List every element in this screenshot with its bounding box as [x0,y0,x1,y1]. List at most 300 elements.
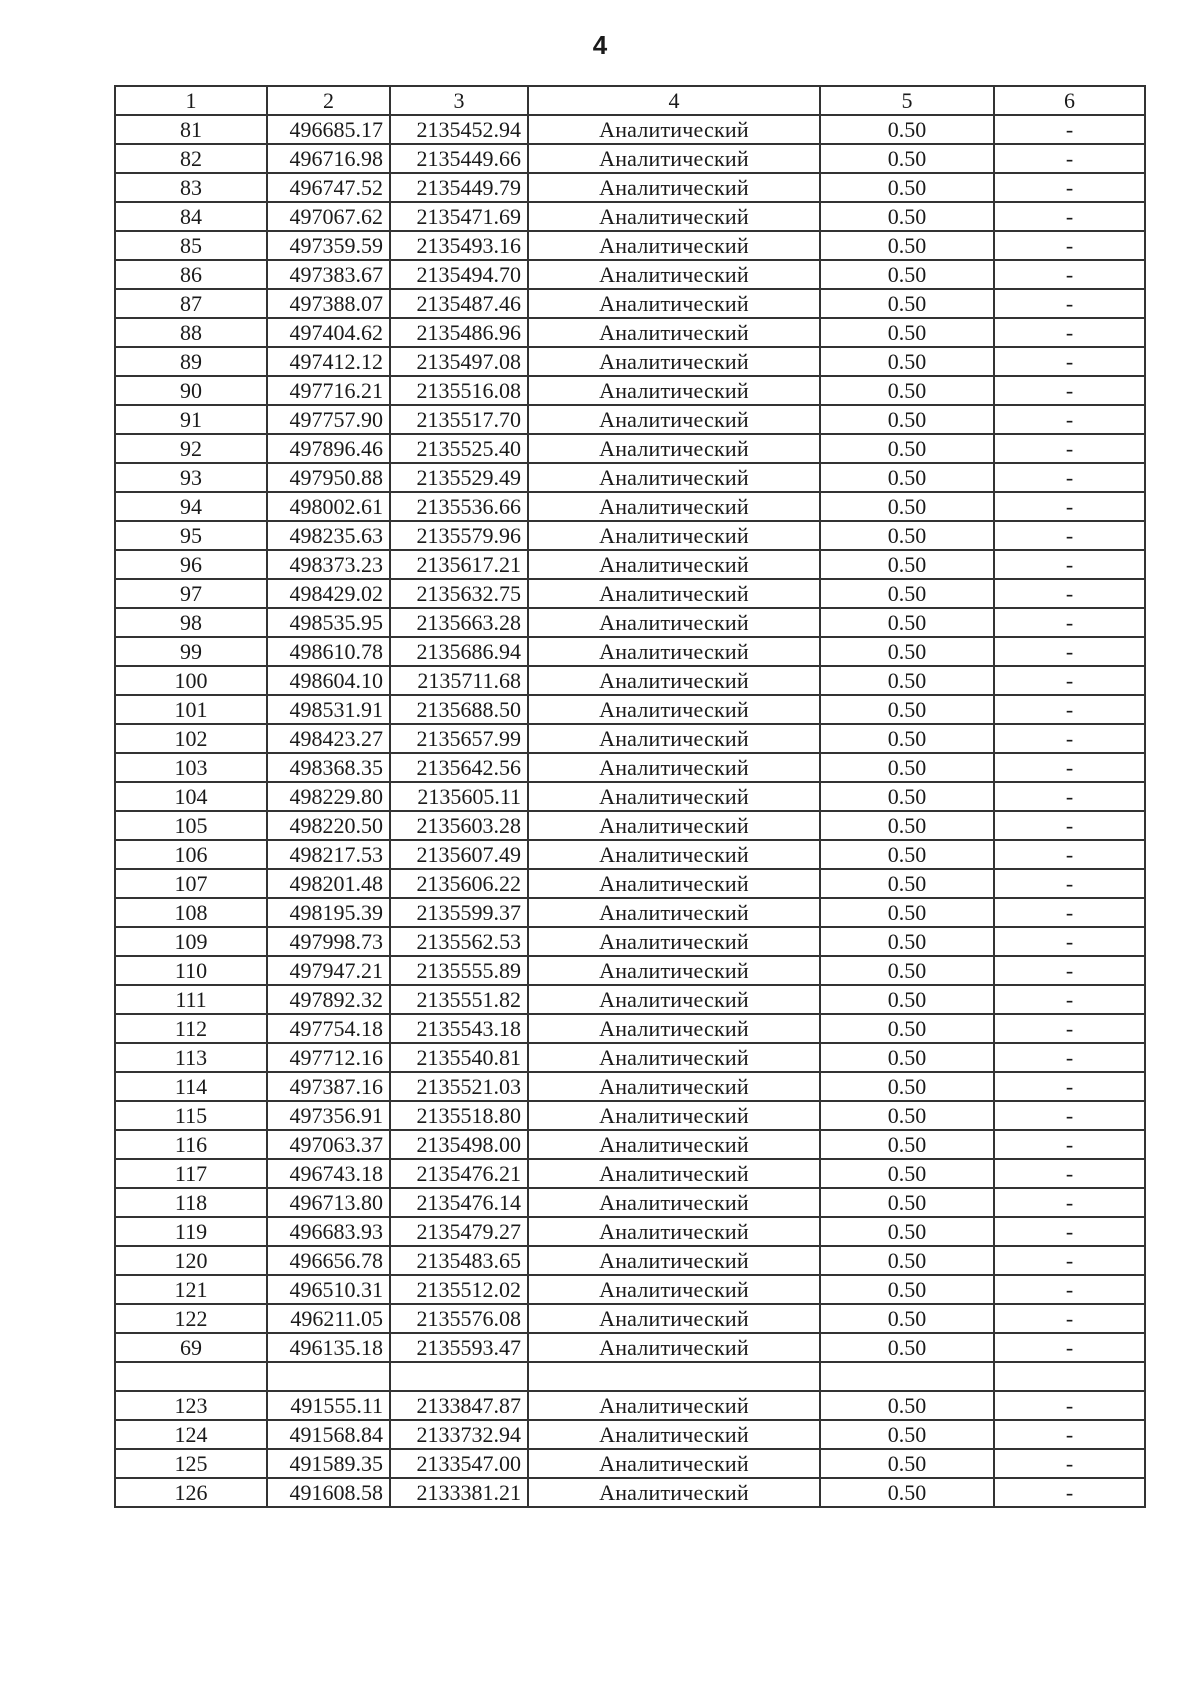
table-row [115,173,1145,202]
table-row [115,927,1145,956]
table-row [115,318,1145,347]
method-cell: Аналитический [528,405,820,434]
table-row [115,1101,1145,1130]
table-row [115,666,1145,695]
x-coordinate-cell: 491608.58 [267,1478,390,1507]
table-row [115,347,1145,376]
method-cell: Аналитический [528,1478,820,1507]
y-coordinate-cell: 2135449.79 [390,173,528,202]
accuracy-cell: 0.50 [820,376,994,405]
point-number-cell: 118 [115,1188,267,1217]
header-col-4: 4 [528,86,820,115]
x-coordinate-cell: 497067.62 [267,202,390,231]
method-cell: Аналитический [528,173,820,202]
y-coordinate-cell: 2135642.56 [390,753,528,782]
accuracy-cell: 0.50 [820,869,994,898]
table-row [115,1333,1145,1362]
table-row [115,1391,1145,1420]
note-cell: - [994,492,1145,521]
point-number-cell: 100 [115,666,267,695]
y-coordinate-cell: 2135540.81 [390,1043,528,1072]
table-row [115,1449,1145,1478]
method-cell: Аналитический [528,463,820,492]
table-row [115,463,1145,492]
note-cell: - [994,347,1145,376]
point-number-cell: 119 [115,1217,267,1246]
method-cell: Аналитический [528,1072,820,1101]
note-cell: - [994,898,1145,927]
method-cell: Аналитический [528,666,820,695]
method-cell: Аналитический [528,1101,820,1130]
table-row [115,840,1145,869]
y-coordinate-cell: 2135518.80 [390,1101,528,1130]
table-row [115,260,1145,289]
table-row [115,811,1145,840]
table-row [115,956,1145,985]
table-body [115,115,1145,1507]
table-header-row [115,86,1145,115]
point-number-cell: 85 [115,231,267,260]
method-cell: Аналитический [528,898,820,927]
accuracy-cell: 0.50 [820,405,994,434]
accuracy-cell: 0.50 [820,753,994,782]
table-row [115,231,1145,260]
x-coordinate-cell: 498535.95 [267,608,390,637]
accuracy-cell: 0.50 [820,1333,994,1362]
table-row [115,289,1145,318]
point-number-cell: 83 [115,173,267,202]
method-cell: Аналитический [528,1188,820,1217]
method-cell: Аналитический [528,637,820,666]
note-cell: - [994,782,1145,811]
accuracy-cell: 0.50 [820,521,994,550]
accuracy-cell: 0.50 [820,1275,994,1304]
note-cell: - [994,202,1145,231]
accuracy-cell: 0.50 [820,1217,994,1246]
point-number-cell: 69 [115,1333,267,1362]
note-cell: - [994,840,1145,869]
accuracy-cell: 0.50 [820,782,994,811]
point-number-cell: 103 [115,753,267,782]
method-cell: Аналитический [528,434,820,463]
table-row [115,405,1145,434]
table-row [115,202,1145,231]
x-coordinate-cell: 498373.23 [267,550,390,579]
header-col-6: 6 [994,86,1145,115]
note-cell: - [994,637,1145,666]
x-coordinate-cell: 498610.78 [267,637,390,666]
y-coordinate-cell: 2135498.00 [390,1130,528,1159]
point-number-cell: 81 [115,115,267,144]
table-row [115,985,1145,1014]
note-cell: - [994,1043,1145,1072]
point-number-cell: 124 [115,1420,267,1449]
y-coordinate-cell: 2135483.65 [390,1246,528,1275]
point-number-cell: 93 [115,463,267,492]
x-coordinate-cell: 496713.80 [267,1188,390,1217]
table-row [115,1217,1145,1246]
y-coordinate-cell: 2133381.21 [390,1478,528,1507]
x-coordinate-cell: 496683.93 [267,1217,390,1246]
method-cell: Аналитический [528,1391,820,1420]
method-cell: Аналитический [528,1333,820,1362]
y-coordinate-cell: 2135711.68 [390,666,528,695]
table-row [115,1159,1145,1188]
point-number-cell: 88 [115,318,267,347]
accuracy-cell: 0.50 [820,608,994,637]
y-coordinate-cell: 2135579.96 [390,521,528,550]
method-cell: Аналитический [528,492,820,521]
point-number-cell: 87 [115,289,267,318]
point-number-cell: 121 [115,1275,267,1304]
table-row [115,695,1145,724]
accuracy-cell: 0.50 [820,202,994,231]
point-number-cell: 82 [115,144,267,173]
accuracy-cell: 0.50 [820,289,994,318]
method-cell: Аналитический [528,1449,820,1478]
y-coordinate-cell: 2135688.50 [390,695,528,724]
table-row-blank [115,1362,1145,1391]
header-col-1: 1 [115,86,267,115]
accuracy-cell: 0.50 [820,1304,994,1333]
point-number-cell: 91 [115,405,267,434]
accuracy-cell: 0.50 [820,1159,994,1188]
point-number-cell: 114 [115,1072,267,1101]
table-row [115,550,1145,579]
y-coordinate-cell: 2135536.66 [390,492,528,521]
x-coordinate-cell: 498201.48 [267,869,390,898]
accuracy-cell: 0.50 [820,1449,994,1478]
point-number-cell: 109 [115,927,267,956]
accuracy-cell: 0.50 [820,1101,994,1130]
point-number-cell: 90 [115,376,267,405]
method-cell: Аналитический [528,695,820,724]
table-row [115,782,1145,811]
method-cell: Аналитический [528,202,820,231]
note-cell: - [994,811,1145,840]
table-row [115,1130,1145,1159]
table-row [115,144,1145,173]
table-row [115,1478,1145,1507]
y-coordinate-cell: 2135497.08 [390,347,528,376]
table-row [115,1014,1145,1043]
method-cell: Аналитический [528,869,820,898]
note-cell: - [994,985,1145,1014]
x-coordinate-cell: 498423.27 [267,724,390,753]
y-coordinate-cell: 2135512.02 [390,1275,528,1304]
y-coordinate-cell: 2135632.75 [390,579,528,608]
note-cell: - [994,173,1145,202]
accuracy-cell [820,1362,994,1391]
method-cell: Аналитический [528,579,820,608]
method-cell: Аналитический [528,231,820,260]
y-coordinate-cell: 2135479.27 [390,1217,528,1246]
note-cell: - [994,1101,1145,1130]
point-number-cell: 98 [115,608,267,637]
method-cell: Аналитический [528,753,820,782]
y-coordinate-cell: 2135617.21 [390,550,528,579]
accuracy-cell: 0.50 [820,550,994,579]
coordinates-table [114,85,1146,1508]
y-coordinate-cell: 2135476.21 [390,1159,528,1188]
table-row [115,608,1145,637]
point-number-cell: 102 [115,724,267,753]
x-coordinate-cell: 498429.02 [267,579,390,608]
y-coordinate-cell: 2135657.99 [390,724,528,753]
point-number-cell: 101 [115,695,267,724]
x-coordinate-cell: 498217.53 [267,840,390,869]
y-coordinate-cell: 2135493.16 [390,231,528,260]
note-cell: - [994,608,1145,637]
note-cell: - [994,1391,1145,1420]
point-number-cell: 96 [115,550,267,579]
x-coordinate-cell: 498235.63 [267,521,390,550]
point-number-cell: 122 [115,1304,267,1333]
x-coordinate-cell: 497896.46 [267,434,390,463]
table-row [115,869,1145,898]
x-coordinate-cell: 497388.07 [267,289,390,318]
table-row [115,1304,1145,1333]
table-row [115,1246,1145,1275]
header-col-2: 2 [267,86,390,115]
x-coordinate-cell: 491589.35 [267,1449,390,1478]
x-coordinate-cell: 497950.88 [267,463,390,492]
x-coordinate-cell: 497359.59 [267,231,390,260]
accuracy-cell: 0.50 [820,666,994,695]
note-cell: - [994,550,1145,579]
accuracy-cell: 0.50 [820,318,994,347]
accuracy-cell: 0.50 [820,579,994,608]
accuracy-cell: 0.50 [820,927,994,956]
y-coordinate-cell: 2135529.49 [390,463,528,492]
accuracy-cell: 0.50 [820,1246,994,1275]
x-coordinate-cell: 498229.80 [267,782,390,811]
y-coordinate-cell: 2135543.18 [390,1014,528,1043]
point-number-cell: 126 [115,1478,267,1507]
point-number-cell: 125 [115,1449,267,1478]
table-row [115,753,1145,782]
y-coordinate-cell: 2135599.37 [390,898,528,927]
x-coordinate-cell: 491568.84 [267,1420,390,1449]
accuracy-cell: 0.50 [820,260,994,289]
point-number-cell: 123 [115,1391,267,1420]
method-cell: Аналитический [528,318,820,347]
method-cell: Аналитический [528,956,820,985]
y-coordinate-cell: 2135606.22 [390,869,528,898]
x-coordinate-cell: 498368.35 [267,753,390,782]
x-coordinate-cell: 497712.16 [267,1043,390,1072]
y-coordinate-cell: 2135603.28 [390,811,528,840]
table-row [115,1043,1145,1072]
method-cell: Аналитический [528,1420,820,1449]
note-cell: - [994,1014,1145,1043]
method-cell: Аналитический [528,347,820,376]
accuracy-cell: 0.50 [820,811,994,840]
table-row [115,492,1145,521]
x-coordinate-cell: 496656.78 [267,1246,390,1275]
note-cell: - [994,1217,1145,1246]
accuracy-cell: 0.50 [820,115,994,144]
note-cell: - [994,724,1145,753]
x-coordinate-cell: 496685.17 [267,115,390,144]
note-cell: - [994,318,1145,347]
accuracy-cell: 0.50 [820,1391,994,1420]
point-number-cell: 97 [115,579,267,608]
y-coordinate-cell: 2135471.69 [390,202,528,231]
x-coordinate-cell: 497947.21 [267,956,390,985]
accuracy-cell: 0.50 [820,840,994,869]
point-number-cell: 112 [115,1014,267,1043]
x-coordinate-cell: 498531.91 [267,695,390,724]
table-row [115,724,1145,753]
header-col-5: 5 [820,86,994,115]
method-cell: Аналитический [528,1130,820,1159]
point-number-cell: 99 [115,637,267,666]
method-cell: Аналитический [528,289,820,318]
x-coordinate-cell: 497998.73 [267,927,390,956]
note-cell: - [994,1246,1145,1275]
y-coordinate-cell: 2133847.87 [390,1391,528,1420]
point-number-cell: 110 [115,956,267,985]
note-cell: - [994,405,1145,434]
accuracy-cell: 0.50 [820,144,994,173]
x-coordinate-cell: 497387.16 [267,1072,390,1101]
method-cell: Аналитический [528,811,820,840]
header-col-3: 3 [390,86,528,115]
table-row [115,898,1145,927]
table-row [115,579,1145,608]
x-coordinate-cell: 497754.18 [267,1014,390,1043]
note-cell: - [994,260,1145,289]
accuracy-cell: 0.50 [820,1072,994,1101]
accuracy-cell: 0.50 [820,231,994,260]
accuracy-cell: 0.50 [820,637,994,666]
x-coordinate-cell: 496716.98 [267,144,390,173]
note-cell [994,1362,1145,1391]
y-coordinate-cell: 2135551.82 [390,985,528,1014]
method-cell: Аналитический [528,115,820,144]
note-cell: - [994,695,1145,724]
point-number-cell: 94 [115,492,267,521]
accuracy-cell: 0.50 [820,347,994,376]
note-cell: - [994,1478,1145,1507]
y-coordinate-cell: 2135686.94 [390,637,528,666]
method-cell: Аналитический [528,1014,820,1043]
table-row [115,1275,1145,1304]
note-cell: - [994,1420,1145,1449]
point-number-cell: 84 [115,202,267,231]
y-coordinate-cell: 2135517.70 [390,405,528,434]
x-coordinate-cell: 496135.18 [267,1333,390,1362]
point-number-cell: 117 [115,1159,267,1188]
note-cell: - [994,289,1145,318]
point-number-cell: 106 [115,840,267,869]
note-cell: - [994,1072,1145,1101]
method-cell: Аналитический [528,376,820,405]
y-coordinate-cell: 2135494.70 [390,260,528,289]
method-cell: Аналитический [528,1217,820,1246]
accuracy-cell: 0.50 [820,1478,994,1507]
x-coordinate-cell: 496743.18 [267,1159,390,1188]
table-row [115,1420,1145,1449]
method-cell: Аналитический [528,608,820,637]
method-cell: Аналитический [528,927,820,956]
point-number-cell: 108 [115,898,267,927]
table-row [115,521,1145,550]
note-cell: - [994,1449,1145,1478]
note-cell: - [994,869,1145,898]
y-coordinate-cell: 2135525.40 [390,434,528,463]
note-cell: - [994,376,1145,405]
method-cell: Аналитический [528,1275,820,1304]
method-cell: Аналитический [528,1159,820,1188]
method-cell: Аналитический [528,144,820,173]
method-cell: Аналитический [528,985,820,1014]
x-coordinate-cell: 496510.31 [267,1275,390,1304]
note-cell: - [994,666,1145,695]
accuracy-cell: 0.50 [820,1130,994,1159]
x-coordinate-cell: 497757.90 [267,405,390,434]
accuracy-cell: 0.50 [820,1420,994,1449]
point-number-cell: 107 [115,869,267,898]
accuracy-cell: 0.50 [820,985,994,1014]
x-coordinate-cell: 497412.12 [267,347,390,376]
x-coordinate-cell: 497716.21 [267,376,390,405]
y-coordinate-cell: 2135562.53 [390,927,528,956]
accuracy-cell: 0.50 [820,724,994,753]
table-row [115,637,1145,666]
accuracy-cell: 0.50 [820,492,994,521]
x-coordinate-cell: 497356.91 [267,1101,390,1130]
y-coordinate-cell [390,1362,528,1391]
accuracy-cell: 0.50 [820,1043,994,1072]
y-coordinate-cell: 2133732.94 [390,1420,528,1449]
method-cell: Аналитический [528,1304,820,1333]
note-cell: - [994,579,1145,608]
point-number-cell: 92 [115,434,267,463]
note-cell: - [994,115,1145,144]
point-number-cell: 111 [115,985,267,1014]
method-cell: Аналитический [528,840,820,869]
method-cell: Аналитический [528,521,820,550]
y-coordinate-cell: 2135452.94 [390,115,528,144]
x-coordinate-cell: 491555.11 [267,1391,390,1420]
x-coordinate-cell: 497383.67 [267,260,390,289]
y-coordinate-cell: 2135476.14 [390,1188,528,1217]
method-cell: Аналитический [528,1043,820,1072]
y-coordinate-cell: 2135593.47 [390,1333,528,1362]
method-cell: Аналитический [528,1246,820,1275]
method-cell [528,1362,820,1391]
note-cell: - [994,434,1145,463]
method-cell: Аналитический [528,724,820,753]
method-cell: Аналитический [528,260,820,289]
accuracy-cell: 0.50 [820,1014,994,1043]
note-cell: - [994,144,1145,173]
x-coordinate-cell [267,1362,390,1391]
x-coordinate-cell: 496211.05 [267,1304,390,1333]
y-coordinate-cell: 2135576.08 [390,1304,528,1333]
y-coordinate-cell: 2135555.89 [390,956,528,985]
x-coordinate-cell: 498604.10 [267,666,390,695]
table-row [115,434,1145,463]
note-cell: - [994,927,1145,956]
note-cell: - [994,1159,1145,1188]
point-number-cell: 86 [115,260,267,289]
page-number: 4 [592,30,608,60]
x-coordinate-cell: 498220.50 [267,811,390,840]
y-coordinate-cell: 2135607.49 [390,840,528,869]
